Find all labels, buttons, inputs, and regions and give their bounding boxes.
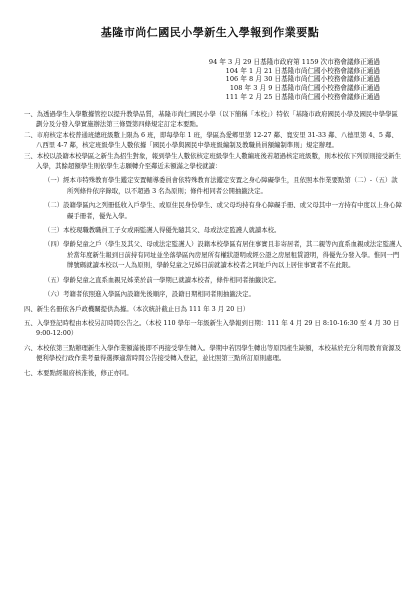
clause-1: 一、為透過學生入學數據管控以提升教學品質，基隆市尚仁國民小學（以下簡稱「本校」）特依「基隆市政府國民小學及國民中學學區劃分及分發入學實施辦法第三條暨第四條規定訂定本要點。	[24, 110, 398, 129]
sub-clause-3: （三）本校現職教職員工子女或兩監護人得優先隨其父、母或法定監護人就讀本校。	[44, 226, 281, 235]
document-title: 基隆市尚仁國民小學新生入學報到作業要點	[100, 26, 320, 39]
clause-6: 六、本校依第三點辦理新生入學作業額滿後即不再接受學生轉入。學期中若因學生轉出等原因產生缺額，本校基於充分利用教育資源及便利學校行政作業考量得選擇適當時間公告接受轉入登記，並比照第三點所訂原則處理。	[24, 343, 402, 363]
clause-5: 五、入學登記時程由本校另訂時間公告之。（本校 110 學年一年級新生入學報到日期：111 年 4 月 29 日 8:10-16:30 至 4 月 30 日 9:00-12:00）	[24, 318, 400, 338]
clause-7: 七、本要點經報府核准後，修正亦同。	[24, 368, 133, 377]
amendment-line: 111 年 2 月 25 日基隆市尚仁國小校務會議修正通過	[225, 92, 380, 101]
clause-3: 三、本校以設籍本校學區之新生為招生對象，報到學生人數依核定班級學生人數編班後若超過核定班級數，則本校依下列原則接受新生入學，其餘超額學生則依學生志願轉介至鄰近未額滿之學校就讀：	[24, 151, 402, 171]
clause-2: 二、市府核定本校普通班總班級數上限為 6 班，即每學年 1 班，學區為愛鄉里第 12-27 鄰、寬安里 31-33 鄰、八德里第 4、5 鄰、八西里 4-7 鄰，核定班級學生人數依據「國民小學與國民中學班級編制及教職員員額編制準則」規定辦理。	[24, 130, 398, 150]
sub-clause-6: （六）考籍者依照進入學區內設籍先後順序，設籍日期相同者則抽籤決定。	[44, 290, 255, 299]
amendment-line: 106 年 8 月 30 日基隆市尚仁國小校務會議修正通過	[225, 75, 380, 84]
amendment-line: 104 年 1 月 21 日基隆市尚仁國小校務會議修正通過	[225, 66, 380, 75]
amendment-history	[209, 58, 380, 102]
sub-clause-2: （二）設籍學區內之列冊低收入戶學生、或原住民身份學生、或父母均持有身心障礙手冊、或父母其中一方持有中度以上身心障礙手冊者，優先入學。	[44, 201, 402, 220]
amendment-line: 108 年 3 月 9 日基隆市尚仁國小校務會議修正通過	[229, 84, 380, 93]
sub-clause-5: （五）學齡兒童之直系血親兄姊業於前一學期已就讀本校者，條件相同者抽籤決定。	[44, 275, 281, 284]
document-body	[24, 109, 402, 378]
clause-4: 四、新生名冊依各戶政機關提供為據。（本次統計截止日為 111 年 3 月 20 日）	[24, 304, 250, 313]
sub-clause-1: （一）經本市特殊教育學生鑑定安置輔導委員會依特殊教育法鑑定安置之身心障礙學生，且依照本作業要點第（二）-（五）款所列條件依序錄取，以不超過 3 名為原則；條件相同者公開抽籤決定。	[44, 176, 398, 195]
sub-clause-4: （四）學齡兒童之戶（學生及其父、母或法定監護人）設籍本校學區有居住事實且非寄居者，其二親等內直系血親或法定監護人於當年度新生報到日前持有同址並坐落學區內房屋所有權狀證明或經公證之房屋租賃證明，得優先分發入學。惟同一門牌號碼就讀本校以一人為原則，學齡兒童之兄姊目前就讀本校者之同址戶內以上居住事實者不在此限。	[44, 240, 402, 270]
amendment-line: 94 年 3 月 29 日基隆市政府第 1159 次市務會議修正通過	[208, 58, 380, 66]
